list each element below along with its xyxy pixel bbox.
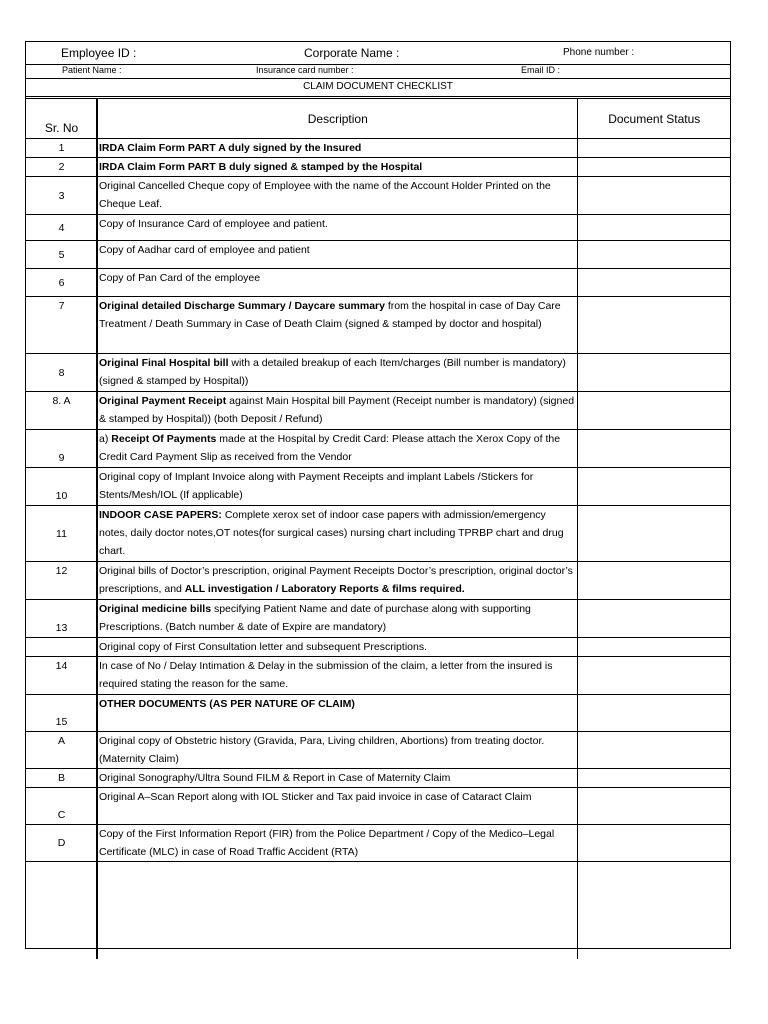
document-status-cell[interactable] [577,788,730,825]
blank-cell [97,862,577,959]
corporate-name-label: Corporate Name : [304,46,400,60]
table-row [26,430,730,468]
table-row [26,269,730,297]
description-bold-text: Original Payment Receipt [99,395,227,407]
table-row [26,241,730,269]
table-row [26,825,730,862]
document-status-cell[interactable] [577,638,730,657]
checklist-table [26,98,730,959]
email-id-label: Email ID : [521,65,561,75]
employee-id-label: Employee ID : [61,46,137,60]
table-row [26,657,730,695]
description-text: Copy of Insurance Card of employee and patient. [99,218,328,230]
sr-no-cell: 2 [26,158,97,177]
description-text: Original A–Scan Report along with IOL Sticker and Tax paid invoice in case of Cataract Claim [99,791,532,803]
description-cell [97,269,577,297]
description-cell [97,788,577,825]
sr-no-cell: C [26,788,97,825]
description-text: Original Cancelled Cheque copy of Employee with the name of the Account Holder Printed on the Cheque Leaf. [99,180,551,210]
description-text: In case of No / Delay Intimation & Delay in the submission of the claim, a letter from the insured is required stating the reason for the same. [99,660,553,690]
table-row [26,562,730,600]
sr-no-cell: 10 [26,468,97,506]
description-cell [97,657,577,695]
document-status-cell[interactable] [577,430,730,468]
description-cell [97,177,577,215]
sr-no-cell: 14 [26,657,97,695]
table-row [26,638,730,657]
sr-no-cell: 11 [26,506,97,562]
insurance-card-label: Insurance card number : [256,65,354,75]
document-status-cell[interactable] [577,158,730,177]
table-row [26,769,730,788]
sr-no-cell [26,638,97,657]
table-row [26,788,730,825]
sr-no-cell: 8. A [26,392,97,430]
phone-number-label: Phone number : [563,47,635,58]
description-cell [97,392,577,430]
description-text: Original copy of First Consultation letter and subsequent Prescriptions. [99,641,427,653]
description-text: against Main Hospital bill Payment (Receipt number is mandatory) (signed & stamped by Hospital)) (both Deposit / Refund) [99,395,575,425]
blank-cell[interactable] [577,862,730,959]
description-prefix: a) [99,433,112,445]
sr-no-cell: A [26,732,97,769]
description-bold-text: Receipt Of Payments [111,433,217,445]
table-row [26,732,730,769]
table-header-row [26,99,730,139]
description-cell [97,297,577,354]
table-row [26,158,730,177]
description-bold-text: Original detailed Discharge Summary / Daycare summary [99,300,385,312]
sr-no-cell: 8 [26,354,97,392]
sr-no-cell: 15 [26,695,97,732]
sr-no-cell: 7 [26,297,97,354]
claim-checklist-sheet [25,41,731,949]
description-cell [97,769,577,788]
description-bold-text: IRDA Claim Form PART A duly signed by the Insured [99,142,362,154]
document-status-cell[interactable] [577,139,730,158]
blank-row [26,862,730,959]
document-status-cell[interactable] [577,177,730,215]
table-row [26,468,730,506]
document-status-cell[interactable] [577,695,730,732]
table-row [26,600,730,638]
table-row [26,506,730,562]
description-text: made at the Hospital by Credit Card: Please attach the Xerox Copy of the Credit Card Payment Slip as received from the Vendor [99,433,561,463]
header-row-2 [26,64,730,79]
table-row [26,354,730,392]
document-status-cell[interactable] [577,392,730,430]
description-cell [97,139,577,158]
document-status-header: Document Status [577,99,730,139]
sr-no-cell: 9 [26,430,97,468]
description-bold-text: OTHER DOCUMENTS (AS PER NATURE OF CLAIM) [99,698,355,710]
document-status-cell[interactable] [577,769,730,788]
description-text: Original bills of Doctor’s prescription, original Payment Receipts Doctor’s prescription, original doctor’s prescriptions, and [99,565,573,595]
table-row [26,695,730,732]
description-header: Description [97,99,577,139]
description-text: Original Sonography/Ultra Sound FILM & Report in Case of Maternity Claim [99,772,451,784]
description-bold-text: IRDA Claim Form PART B duly signed & stamped by the Hospital [99,161,423,173]
description-cell [97,468,577,506]
description-cell [97,562,577,600]
document-status-cell[interactable] [577,468,730,506]
description-text: Copy of Pan Card of the employee [99,272,261,284]
sr-no-cell: 6 [26,269,97,297]
document-status-cell[interactable] [577,657,730,695]
table-row [26,177,730,215]
description-cell [97,158,577,177]
document-status-cell[interactable] [577,506,730,562]
description-cell [97,732,577,769]
header-row-1 [26,42,730,65]
description-bold-text: Original medicine bills [99,603,212,615]
document-status-cell[interactable] [577,562,730,600]
checklist-title: CLAIM DOCUMENT CHECKLIST [26,78,730,97]
document-status-cell[interactable] [577,825,730,862]
sr-no-cell: B [26,769,97,788]
description-cell [97,600,577,638]
sr-no-cell: 12 [26,562,97,600]
description-text: Complete xerox set of indoor case papers with admission/emergency notes, daily doctor notes,OT notes(for surgical cases) nursing chart including TPRBP chart and drug chart. [99,509,564,557]
description-text: Copy of the First Information Report (FIR) from the Police Department / Copy of the Medico–Legal Certificate (MLC) in case of Road Traffic Accident (RTA) [99,828,555,858]
description-text: from the hospital in case of Day Care Treatment / Death Summary in Case of Death Claim (signed & stamped by doctor and hospital) [99,300,561,330]
table-row [26,297,730,354]
description-cell [97,695,577,732]
table-row [26,215,730,241]
blank-cell [26,862,97,959]
description-bold-text: INDOOR CASE PAPERS: [99,509,222,521]
description-text: with a detailed breakup of each Item/charges (Bill number is mandatory) (signed & stamped by Hospital)) [99,357,566,387]
description-cell [97,241,577,269]
description-cell [97,354,577,392]
document-status-cell[interactable] [577,732,730,769]
description-cell [97,825,577,862]
description-cell [97,215,577,241]
description-text: Original copy of Obstetric history (Gravida, Para, Living children, Abortions) from treating doctor. (Maternity Claim) [99,735,545,765]
description-cell [97,638,577,657]
description-cell [97,506,577,562]
sr-no-header: Sr. No [26,99,97,139]
sr-no-cell: 4 [26,215,97,241]
document-status-cell[interactable] [577,215,730,241]
patient-name-label: Patient Name : [62,65,122,75]
sr-no-cell: 1 [26,139,97,158]
sr-no-cell: D [26,825,97,862]
document-status-cell[interactable] [577,241,730,269]
table-row [26,392,730,430]
sr-no-cell: 13 [26,600,97,638]
description-bold-text: Original Final Hospital bill [99,357,229,369]
description-bold-text: ALL investigation / Laboratory Reports & films required. [184,583,465,595]
document-status-cell[interactable] [577,600,730,638]
description-text: Copy of Aadhar card of employee and patient [99,244,310,256]
document-status-cell[interactable] [577,297,730,354]
description-text: specifying Patient Name and date of purchase along with supporting Prescriptions. (Batch number & date of Expire are mandatory) [99,603,531,633]
sr-no-cell: 5 [26,241,97,269]
sr-no-cell: 3 [26,177,97,215]
description-cell [97,430,577,468]
document-status-cell[interactable] [577,269,730,297]
table-row [26,139,730,158]
document-status-cell[interactable] [577,354,730,392]
description-text: Original copy of Implant Invoice along with Payment Receipts and implant Labels /Stickers for Stents/Mesh/IOL (If applicable) [99,471,534,501]
